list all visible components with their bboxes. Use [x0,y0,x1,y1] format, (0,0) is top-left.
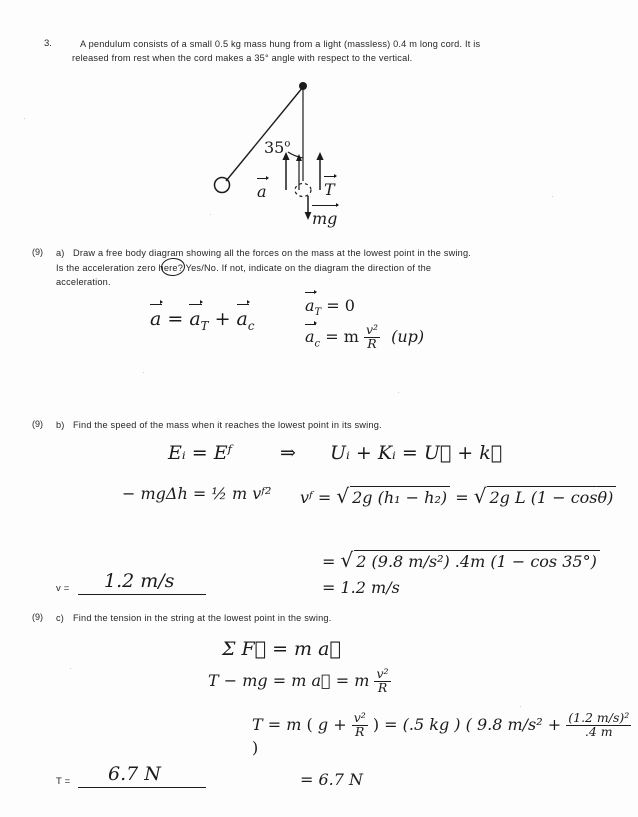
weight-label: mg [312,209,338,228]
handwritten-energy-terms: Uᵢ + Kᵢ = U򐅒 + k򐅒 [330,442,503,464]
handwritten-sum-of-forces: Σ F򐅢 = m a򐅢 [222,638,341,660]
tension-answer-label: T = [56,776,71,787]
part-a-prompt-line-2: Is the acceleration zero here? Yes/No. If not, indicate on the diagram the direction of the [56,263,432,273]
tension-answer-value: 6.7 N [108,763,161,785]
scan-speck [552,196,553,197]
handwritten-implies-arrow: ⇒ [280,442,296,464]
scan-speck [210,214,211,215]
part-a-prompt-line-3: acceleration. [56,277,111,287]
part-c-letter: c) [56,613,65,623]
scan-speck [398,392,399,393]
handwritten-vf-result: = 1.2 m/s [322,578,400,597]
part-c-prompt: Find the tension in the string at the lowest point in the swing. [73,613,332,623]
part-a-prompt-line-1: Draw a free body diagram showing all the forces on the mass at the lowest point in the swing. [73,248,472,258]
mass-at-release [215,178,230,193]
handwritten-energy-conservation: Eᵢ = Eᶠ [168,442,232,464]
scan-speck [143,372,144,373]
tension-label: T [324,180,335,199]
handwritten-centripetal-acceleration: $a_c = m$ $\frac{\text{v²}}{R}$ (up) [305,322,425,351]
problem-statement-line-2: released from rest when the cord makes a 35° angle with respect to the vertical. [72,53,413,63]
handwritten-tension-expression: T = m ( g + $\frac{\text{v²}}{R}$ ) = (.5 kg ) ( 9.8 m/s² + $\frac{\text{(1.2 m/s)²}}{.4 m}$ ) [252,710,630,758]
handwritten-vf-substitution: = √ 2 (9.8 m/s²) .4m (1 − cos 35°) [322,548,600,572]
scan-speck [24,118,25,119]
pendulum-figure [200,78,430,228]
mass-at-lowest-point [295,184,311,197]
velocity-answer-blank [78,594,206,595]
cord-line [226,87,303,181]
tension-answer-blank [78,787,206,788]
handwritten-tension-result: = 6.7 N [300,770,364,789]
handwritten-work-energy-line: − mgΔh = ½ m vᶠ² [122,484,272,503]
velocity-answer-label: v = [56,583,70,594]
handwritten-tangential-acceleration: $a_T = 0$ [305,296,355,319]
part-a-letter: a) [56,248,65,258]
handwritten-vf-expression: vᶠ = √ 2g (h₁ − h₂) = √ 2g L (1 − cosθ) [300,484,616,508]
scan-speck [70,668,71,669]
scan-speck [520,706,521,707]
handwritten-newton-second-law: T − mg = m a򐄄 = m $\frac{\text{v²}}{R}$ [208,666,389,695]
handwritten-acceleration-decomposition: $a = a_T + a_c$ [150,308,255,333]
part-a-points: (9) [32,247,43,257]
acceleration-label: a [257,182,267,201]
part-b-letter: b) [56,420,65,430]
velocity-answer-value: 1.2 m/s [104,570,175,592]
part-b-prompt: Find the speed of the mass when it reaches the lowest point in its swing. [73,420,382,430]
problem-statement-line-1: A pendulum consists of a small 0.5 kg mass hung from a light (massless) 0.4 m long cord. It is [80,39,481,49]
problem-number: 3. [44,38,52,49]
scan-speck [596,486,597,487]
part-b-points: (9) [32,419,43,429]
part-c-points: (9) [32,612,43,622]
angle-label: 35$^o$ [264,138,291,157]
